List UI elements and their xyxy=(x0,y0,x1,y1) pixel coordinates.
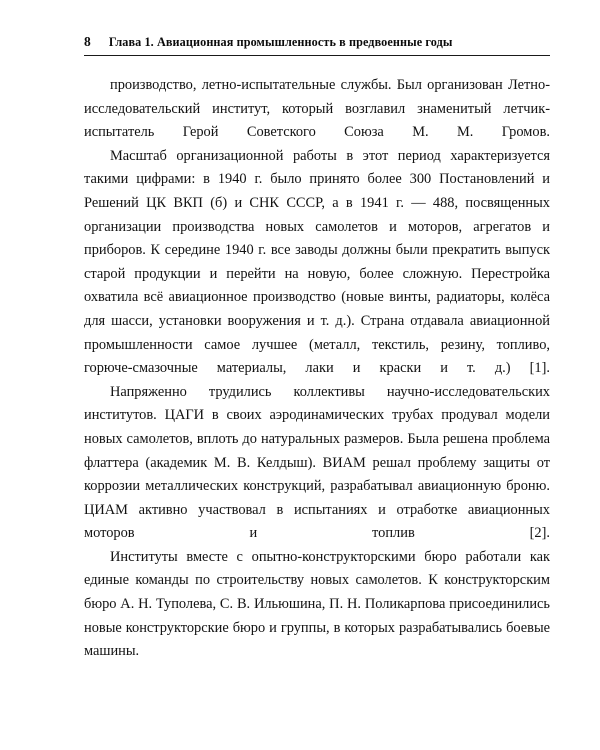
page-number: 8 xyxy=(84,34,91,49)
paragraph: Институты вместе с опытно-конструкторскими бюро работали как единые команды по строительству новых самолетов. К конструкторским бюро А. Н. Туполева, С. В. Ильюшина, П. Н. Поликарпова присоединились новые конструкторские бюро и группы, в которых разрабатывались боевые машины. xyxy=(84,548,550,660)
paragraph: Напряженно трудились коллективы научно-исследовательских институтов. ЦАГИ в своих аэродинамических трубах продувал модели новых самолетов, вплоть до натуральных размеров. Была решена проблема флаттера (академик М. В. Келдыш). ВИАМ решал проблему защиты от коррозии металлических конструкций, разрабатывал авиационную броню. ЦИАМ активно участвовал в испытаниях и отработке авиационных моторов и топлив [2]. xyxy=(84,383,550,542)
page-header xyxy=(78,34,544,50)
body-text xyxy=(84,74,550,664)
header-divider xyxy=(84,55,550,56)
paragraph: Масштаб организационной работы в этот период характеризуется такими цифрами: в 1940 г. было принято более 300 Постановлений и Решений ЦК ВКП (б) и СНК СССР, а в 1941 г. — 488, посвященных организации производства новых самолетов и моторов, агрегатов и приборов. К середине 1940 г. все заводы должны были прекратить выпуск старой продукции и перейти на новую, более сложную. Перестройка охватила всё авиационное производство (новые винты, радиаторы, колёса для шасси, установки вооружения и т. д.). Страна отдавала авиационной промышленности самое лучшее (металл, текстиль, резину, топливо, горюче-смазочные материалы, лаки и краски и т. д.) [1]. xyxy=(84,147,550,377)
paragraph: производство, летно-испытательные службы. Был организован Летно-исследовательский институт, который возглавил знаменитый летчик-испытатель Герой Советского Союза М. М. Громов. xyxy=(84,77,550,141)
chapter-title: Глава 1. Авиационная промышленность в предвоенные годы xyxy=(108,35,453,49)
